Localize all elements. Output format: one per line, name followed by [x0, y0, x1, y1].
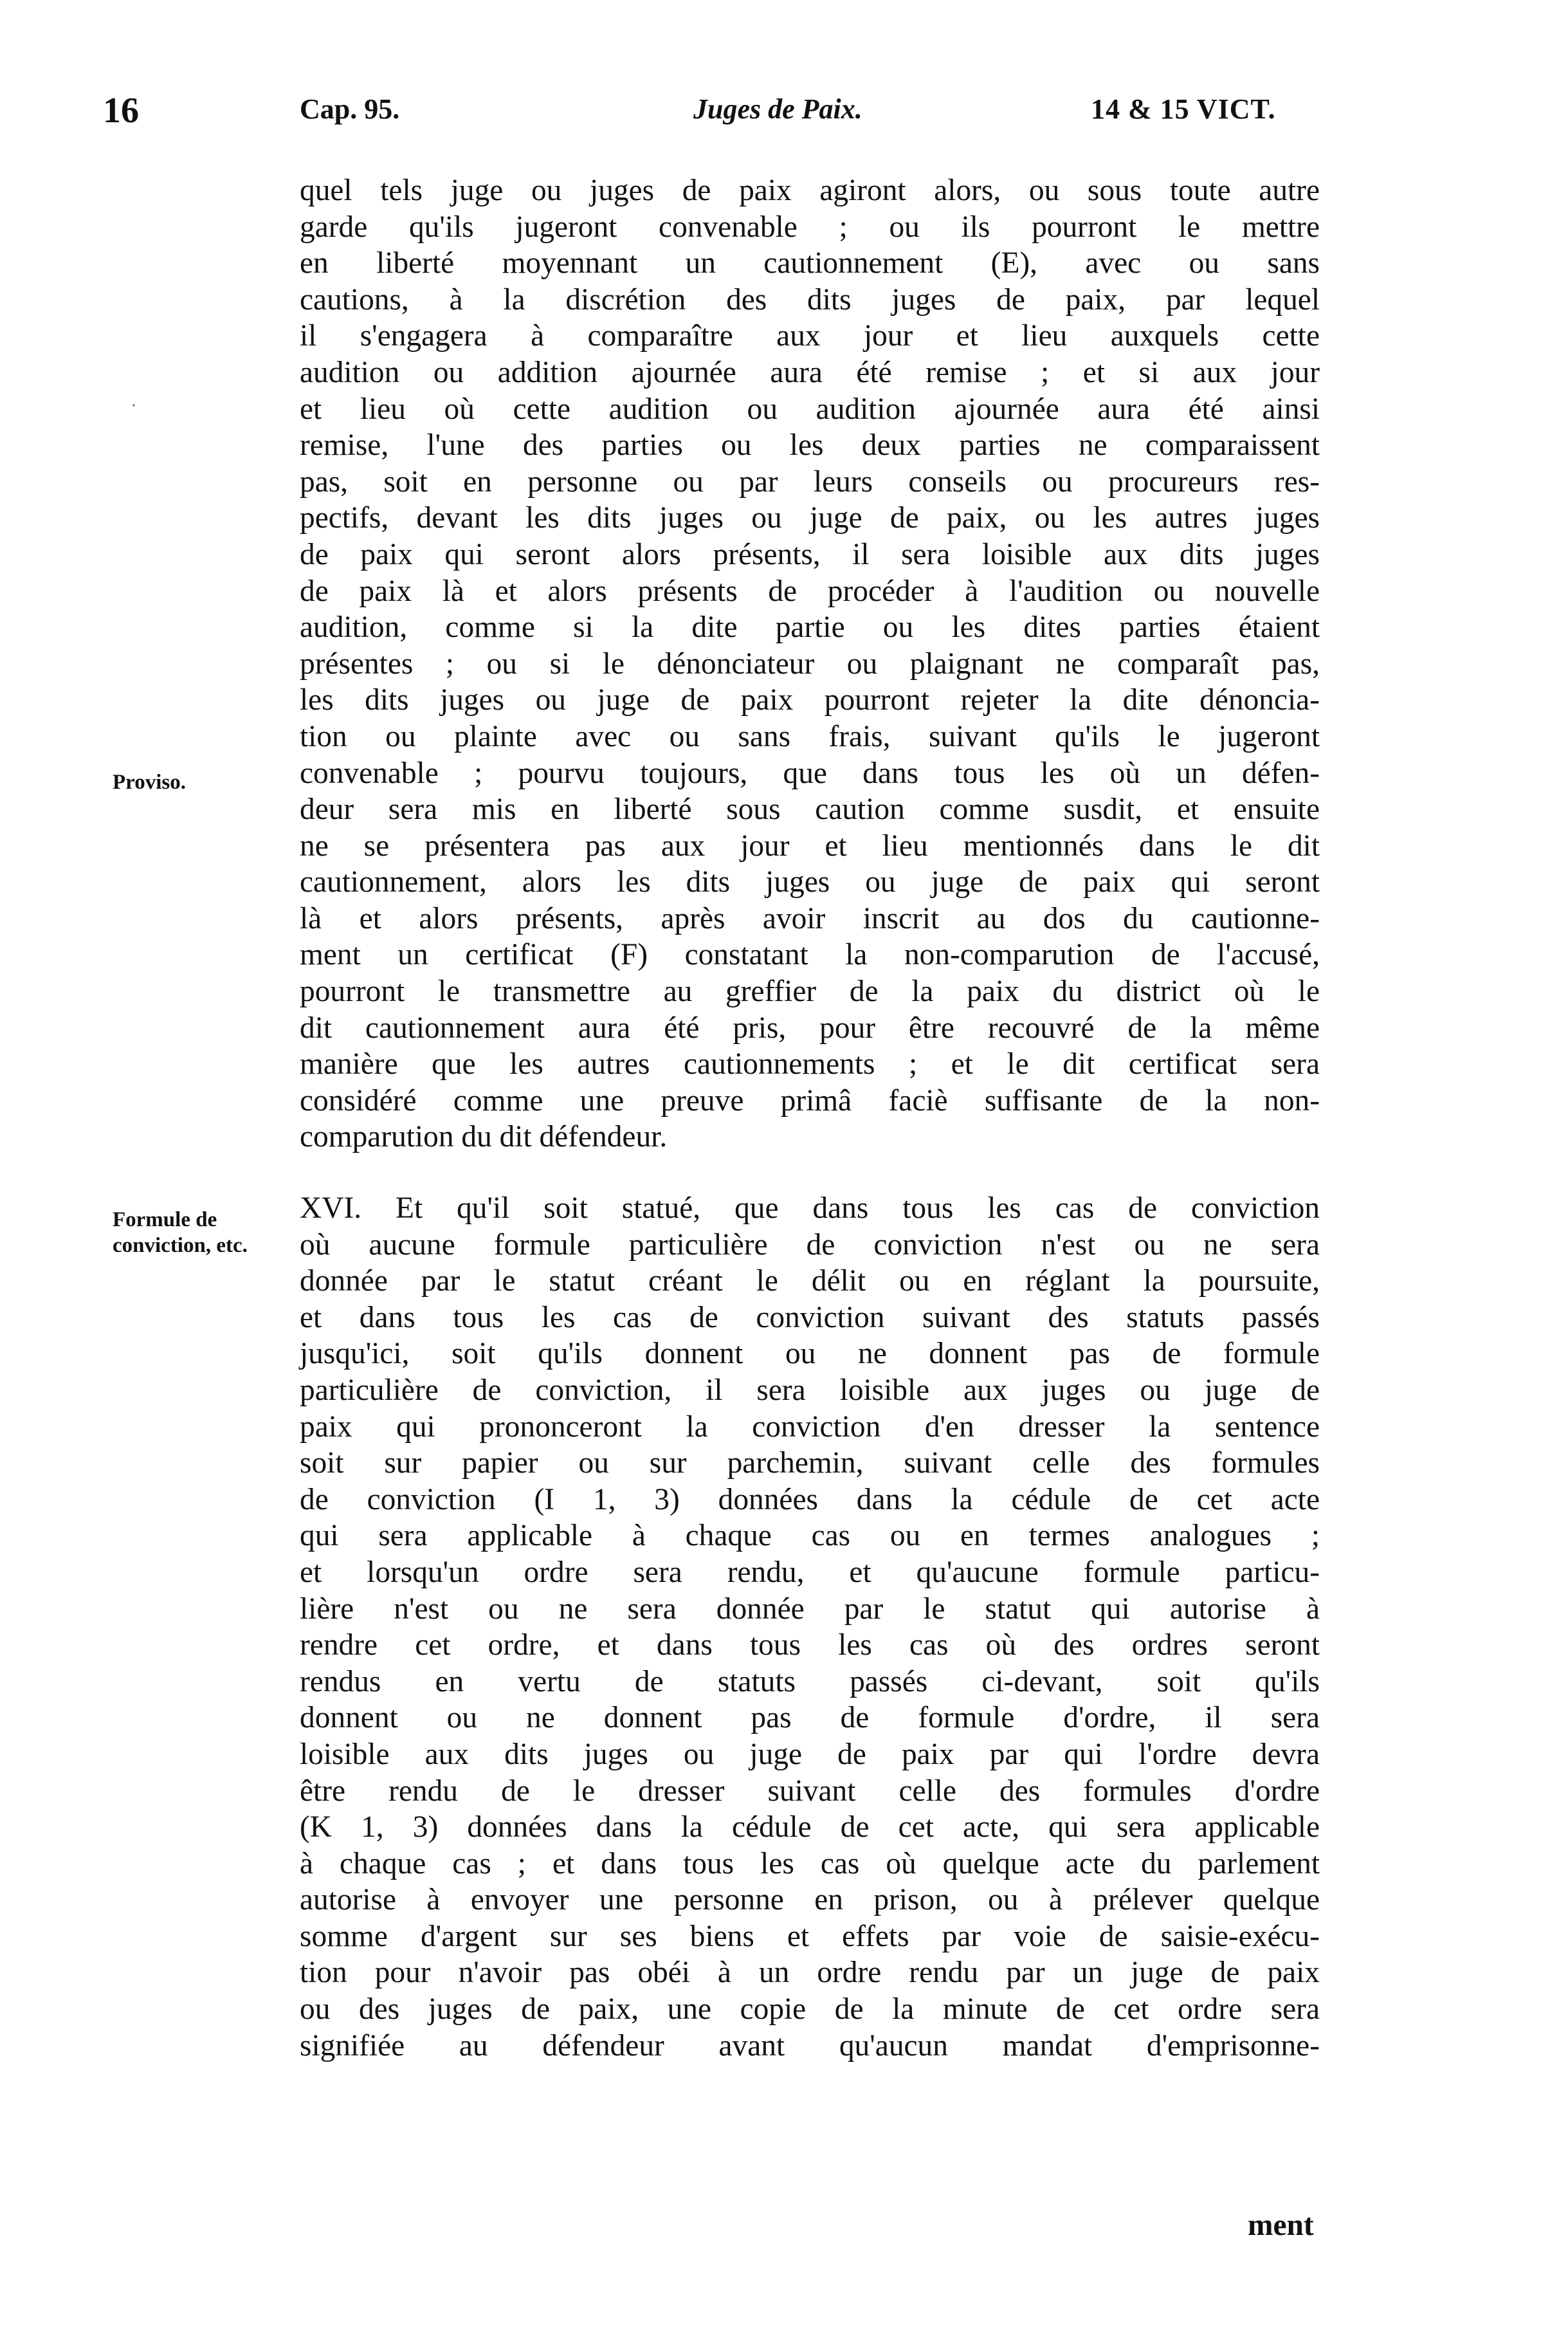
- paragraph-1: [300, 172, 1320, 1155]
- paragraph2-line: et lorsqu'un ordre sera rendu, et qu'aucune formule particu-: [300, 1555, 1320, 1589]
- paragraph1-line: pectifs, devant les dits juges ou juge de paix, ou les autres juges: [300, 501, 1320, 535]
- paragraph2-line: donnent ou ne donnent pas de formule d'ordre, il sera: [300, 1701, 1320, 1735]
- paragraph1-line: et lieu où cette audition ou audition ajournée aura été ainsi: [300, 392, 1320, 426]
- paragraph1-line: ment un certificat (F) constatant la non-comparution de l'accusé,: [300, 938, 1320, 972]
- paragraph2-line: lière n'est ou ne sera donnée par le statut qui autorise à: [300, 1592, 1320, 1626]
- paragraph1-line: convenable ; pourvu toujours, que dans tous les où un défen-: [300, 756, 1320, 790]
- page-number: 16: [103, 91, 139, 131]
- paragraph1-line: comparution du dit défendeur.: [300, 1120, 668, 1154]
- paragraph2-line: où aucune formule particulière de conviction n'est ou ne sera: [300, 1227, 1320, 1262]
- paragraph2-line: ou des juges de paix, une copie de la minute de cet ordre sera: [300, 1992, 1320, 2026]
- paragraph2-line: paix qui prononceront la conviction d'en dresser la sentence: [300, 1410, 1320, 1444]
- running-title: Juges de Paix.: [693, 93, 862, 125]
- paragraph2-line: à chaque cas ; et dans tous les cas où quelque acte du parlement: [300, 1846, 1320, 1880]
- paragraph1-line: audition ou addition ajournée aura été remise ; et si aux jour: [300, 355, 1320, 389]
- regnal-year: 14 & 15 VICT.: [1091, 93, 1276, 125]
- paragraph2-line: (K 1, 3) données dans la cédule de cet acte, qui sera applicable: [300, 1810, 1320, 1844]
- paragraph1-line: de paix qui seront alors présents, il sera loisible aux dits juges: [300, 537, 1320, 571]
- paragraph1-line: garde qu'ils jugeront convenable ; ou ils pourront le mettre: [300, 210, 1320, 244]
- paragraph1-line: remise, l'une des parties ou les deux parties ne comparaissent: [300, 428, 1320, 463]
- paragraph1-line: il s'engagera à comparaître aux jour et lieu auxquels cette: [300, 319, 1320, 353]
- paragraph1-line: cautionnement, alors les dits juges ou juge de paix qui seront: [300, 865, 1320, 899]
- paragraph1-line: deur sera mis en liberté sous caution comme susdit, et ensuite: [300, 793, 1320, 827]
- paragraph2-line: somme d'argent sur ses biens et effets par voie de saisie-exécu-: [300, 1919, 1320, 1953]
- paragraph1-line: les dits juges ou juge de paix pourront rejeter la dite dénoncia-: [300, 683, 1320, 717]
- paragraph2-line: particulière de conviction, il sera loisible aux juges ou juge de: [300, 1373, 1320, 1407]
- paragraph1-line: manière que les autres cautionnements ; et le dit certificat sera: [300, 1047, 1320, 1081]
- paragraph2-line: jusqu'ici, soit qu'ils donnent ou ne donnent pas de formule: [300, 1337, 1320, 1371]
- paragraph2-line: donnée par le statut créant le délit ou en réglant la poursuite,: [300, 1264, 1320, 1298]
- paragraph1-line: en liberté moyennant un cautionnement (E), avec ou sans: [300, 246, 1320, 280]
- ink-speck: [132, 404, 135, 407]
- paragraph2-line: et dans tous les cas de conviction suivant des statuts passés: [300, 1300, 1320, 1334]
- paragraph1-line: considéré comme une preuve primâ faciè suffisante de la non-: [300, 1083, 1320, 1117]
- margin-note-proviso: Proviso.: [113, 771, 186, 794]
- paragraph-2-section-xvi: [300, 1190, 1320, 2064]
- paragraph1-line: présentes ; ou si le dénonciateur ou plaignant ne comparaît pas,: [300, 647, 1320, 681]
- running-header: [0, 90, 1568, 135]
- paragraph1-line: de paix là et alors présents de procéder à l'audition ou nouvelle: [300, 574, 1320, 608]
- paragraph2-line: signifiée au défendeur avant qu'aucun mandat d'emprisonne-: [300, 2028, 1320, 2063]
- paragraph1-line: tion ou plainte avec ou sans frais, suivant qu'ils le jugeront: [300, 719, 1320, 753]
- paragraph1-line: dit cautionnement aura été pris, pour être recouvré de la même: [300, 1011, 1320, 1045]
- paragraph1-line: audition, comme si la dite partie ou les dites parties étaient: [300, 611, 1320, 645]
- paragraph1-line: pourront le transmettre au greffier de la paix du district où le: [300, 975, 1320, 1009]
- paragraph2-line: autorise à envoyer une personne en prison, ou à prélever quelque: [300, 1883, 1320, 1917]
- paragraph2-line: XVI. Et qu'il soit statué, que dans tous les cas de conviction: [300, 1191, 1320, 1225]
- paragraph2-line: qui sera applicable à chaque cas ou en termes analogues ;: [300, 1519, 1320, 1553]
- paragraph2-line: tion pour n'avoir pas obéi à un ordre rendu par un juge de paix: [300, 1956, 1320, 1990]
- catchword: ment: [1248, 2209, 1314, 2242]
- paragraph1-line: là et alors présents, après avoir inscrit au dos du cautionne-: [300, 901, 1320, 935]
- paragraph2-line: rendus en vertu de statuts passés ci-devant, soit qu'ils: [300, 1664, 1320, 1698]
- margin-note-formule: Formule de conviction, etc.: [113, 1208, 248, 1257]
- chapter-label: Cap. 95.: [300, 93, 400, 125]
- paragraph1-line: cautions, à la discrétion des dits juges de paix, par lequel: [300, 282, 1320, 317]
- paragraph2-line: être rendu de le dresser suivant celle des formules d'ordre: [300, 1774, 1320, 1808]
- paragraph2-line: rendre cet ordre, et dans tous les cas où des ordres seront: [300, 1628, 1320, 1662]
- paragraph1-line: pas, soit en personne ou par leurs conseils ou procureurs res-: [300, 464, 1320, 499]
- paragraph1-line: ne se présentera pas aux jour et lieu mentionnés dans le dit: [300, 829, 1320, 863]
- paragraph1-line: quel tels juge ou juges de paix agiront alors, ou sous toute autre: [300, 174, 1320, 207]
- paragraph2-line: de conviction (I 1, 3) données dans la cédule de cet acte: [300, 1482, 1320, 1516]
- paragraph2-line: loisible aux dits juges ou juge de paix par qui l'ordre devra: [300, 1737, 1320, 1771]
- paragraph2-line: soit sur papier ou sur parchemin, suivant celle des formules: [300, 1446, 1320, 1480]
